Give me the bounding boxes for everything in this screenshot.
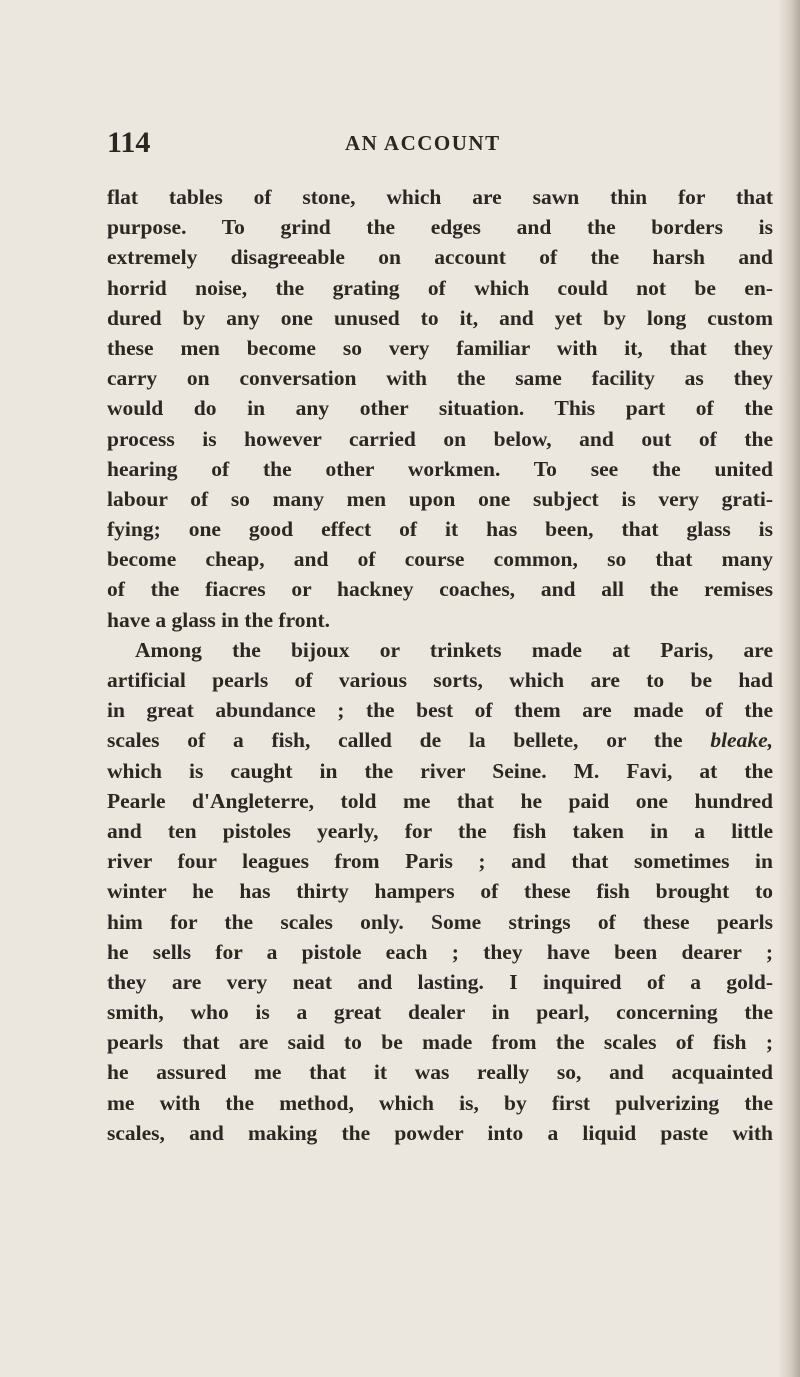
text-line: him for the scales only. Some strings of these pearls	[107, 909, 773, 934]
text-line: hearing of the other workmen. To see the united	[107, 456, 773, 481]
text-line: winter he has thirty hampers of these fish brought to	[107, 879, 773, 904]
text-line: labour of so many men upon one subject is very grati-	[107, 486, 773, 511]
text-line: would do in any other situation. This part of the	[107, 396, 773, 421]
page-edge-shadow	[778, 0, 800, 1377]
italic-word: bleake,	[710, 728, 773, 753]
body-text	[107, 182, 773, 1148]
text-line: pearls that are said to be made from the scales of fish ;	[107, 1030, 773, 1055]
text-line: of the fiacres or hackney coaches, and all the remises	[107, 577, 773, 602]
text-line: in great abundance ; the best of them are made of the	[107, 698, 773, 723]
text-line: me with the method, which is, by first pulverizing the	[107, 1090, 773, 1115]
text-line: these men become so very familiar with it, that they	[107, 335, 773, 360]
page-number: 114	[107, 126, 151, 159]
text-line: artificial pearls of various sorts, which are to be had	[107, 668, 773, 692]
text-line: river four leagues from Paris ; and that sometimes in	[107, 849, 773, 874]
text-line: he assured me that it was really so, and acquainted	[107, 1060, 773, 1085]
text-line: Pearle d'Angleterre, told me that he paid one hundred	[107, 788, 773, 813]
paragraph-end-line: have a glass in the front.	[107, 607, 330, 632]
running-head	[107, 126, 767, 166]
header-title: AN ACCOUNT	[345, 131, 501, 155]
text-line-with-italic	[107, 725, 773, 755]
text-line: scales, and making the powder into a liquid paste with	[107, 1120, 773, 1145]
text-line: purpose. To grind the edges and the borders is	[107, 215, 773, 240]
text-line: process is however carried on below, and out of the	[107, 426, 773, 451]
text-line: and ten pistoles yearly, for the fish taken in a little	[107, 818, 773, 843]
text-line: he sells for a pistole each ; they have been dearer ;	[107, 939, 773, 964]
line-text: scales of a fish, called de la bellete, or the	[107, 728, 711, 753]
text-line: smith, who is a great dealer in pearl, concerning the	[107, 1000, 773, 1025]
text-line: dured by any one unused to it, and yet by long custom	[107, 305, 773, 330]
text-line: horrid noise, the grating of which could not be en-	[107, 275, 773, 300]
text-line: become cheap, and of course common, so that many	[107, 547, 773, 572]
text-line: fying; one good effect of it has been, that glass is	[107, 517, 773, 542]
text-line: flat tables of stone, which are sawn thin for that	[107, 185, 773, 209]
paragraph-start-line: Among the bijoux or trinkets made at Paris, are	[135, 637, 773, 662]
text-line: carry on conversation with the same facility as they	[107, 366, 773, 391]
text-line: they are very neat and lasting. I inquired of a gold-	[107, 969, 773, 994]
text-line: extremely disagreeable on account of the harsh and	[107, 245, 773, 270]
text-line: which is caught in the river Seine. M. Favi, at the	[107, 758, 773, 783]
